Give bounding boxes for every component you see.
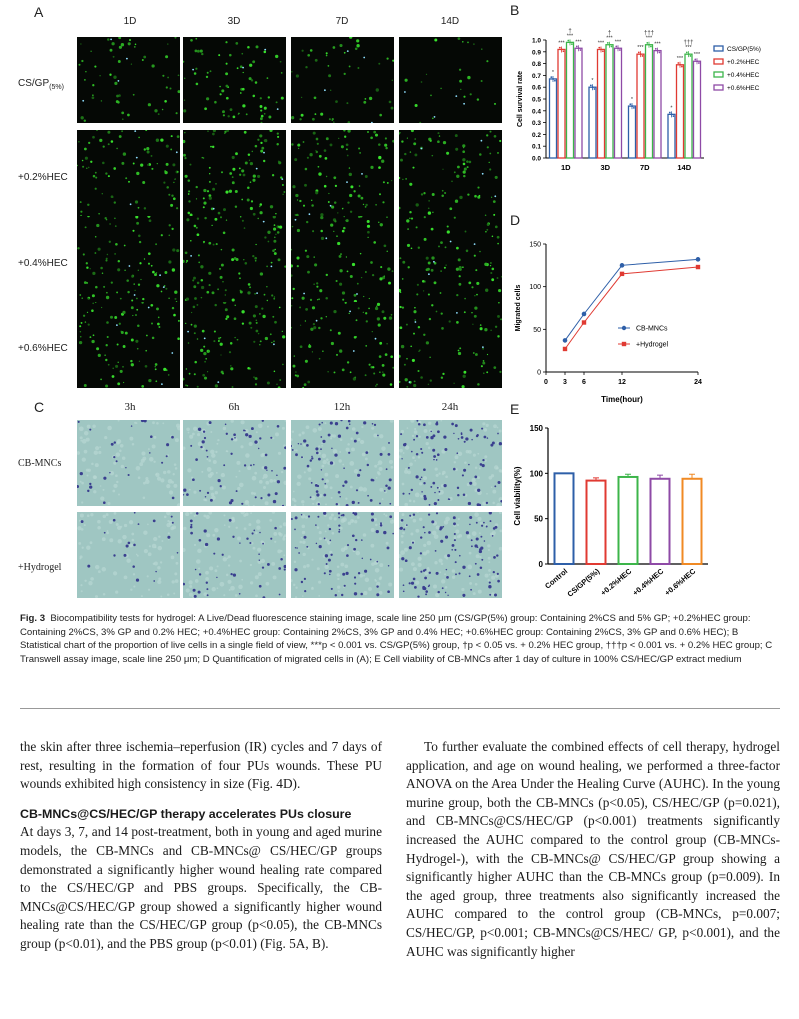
x-tick-label: +0.2%HEC bbox=[598, 566, 634, 598]
y-axis-label: Cell viability(%) bbox=[513, 466, 522, 526]
data-point bbox=[669, 112, 671, 114]
panel-a-row-3: +0.4%HEC bbox=[18, 258, 68, 269]
significance-label: *** bbox=[606, 35, 613, 42]
dagger-label: ††† bbox=[643, 30, 655, 37]
transwell-image bbox=[183, 420, 286, 506]
data-point bbox=[690, 55, 692, 57]
x-tick-label: 24 bbox=[694, 379, 702, 386]
data-point bbox=[552, 78, 554, 80]
data-point bbox=[600, 49, 602, 51]
y-axis-label: Cell survival rate bbox=[517, 70, 524, 128]
live-dead-image bbox=[399, 37, 502, 123]
bar bbox=[651, 479, 670, 564]
significance-label: *** bbox=[597, 40, 605, 47]
live-dead-image bbox=[399, 130, 502, 216]
legend-marker bbox=[622, 326, 626, 330]
y-tick-label: 1.0 bbox=[531, 37, 541, 45]
data-point bbox=[671, 113, 673, 115]
y-tick-label: 0.3 bbox=[531, 120, 541, 128]
significance-label: * bbox=[591, 78, 594, 85]
figure-number: Fig. 3 bbox=[20, 613, 46, 624]
bar bbox=[567, 42, 574, 158]
live-dead-image bbox=[183, 302, 286, 388]
y-tick-label: 0.7 bbox=[531, 72, 541, 80]
survival-rate-chart bbox=[508, 22, 793, 182]
bar bbox=[606, 45, 613, 158]
data-point bbox=[631, 105, 633, 107]
legend-label: +0.6%HEC bbox=[727, 85, 760, 92]
legend-swatch bbox=[714, 59, 723, 64]
panel-c-col-2: 6h bbox=[228, 401, 240, 413]
figure-caption bbox=[20, 612, 780, 666]
series-line bbox=[565, 267, 698, 349]
data-point bbox=[576, 46, 578, 48]
bar bbox=[668, 114, 675, 158]
significance-label: * bbox=[670, 105, 673, 112]
transwell-image bbox=[291, 512, 394, 598]
data-point bbox=[638, 51, 640, 53]
panel-b-letter: B bbox=[510, 2, 520, 18]
data-point bbox=[696, 60, 698, 62]
data-point bbox=[611, 46, 613, 48]
live-dead-image bbox=[399, 216, 502, 302]
legend-marker bbox=[622, 342, 626, 346]
dagger-label: † bbox=[568, 28, 572, 35]
data-point bbox=[673, 115, 675, 117]
transwell-image bbox=[183, 512, 286, 598]
y-tick-label: 0.5 bbox=[531, 96, 541, 104]
transwell-image bbox=[77, 512, 180, 598]
y-tick-label: 0 bbox=[537, 369, 541, 377]
dagger-label: † bbox=[607, 30, 612, 37]
data-point bbox=[679, 64, 681, 66]
transwell-image bbox=[77, 420, 180, 506]
panel-a-letter: A bbox=[34, 4, 44, 20]
dagger-label: ††† bbox=[683, 40, 694, 47]
y-tick-label: 0.8 bbox=[531, 61, 541, 69]
live-dead-image bbox=[77, 216, 180, 302]
panel-c-row-2: +Hydrogel bbox=[18, 562, 62, 573]
data-point bbox=[657, 50, 659, 52]
series-line bbox=[565, 259, 698, 340]
data-point bbox=[629, 103, 631, 105]
significance-label: *** bbox=[654, 41, 661, 48]
data-point bbox=[602, 50, 604, 52]
x-tick-label: 6 bbox=[582, 379, 586, 386]
body-paragraph: the skin after three ischemia–reperfusion (IR) cycles and 7 days of rest, resulting in the formation of four PUs wounds. These PU wounds exhibited high consistency in size (Fig. 4D). bbox=[20, 739, 382, 792]
data-point bbox=[609, 44, 611, 46]
body-left-column bbox=[20, 738, 382, 954]
panel-a-row-2: +0.2%HEC bbox=[18, 172, 68, 183]
legend-label: +0.4%HEC bbox=[727, 72, 760, 79]
panel-a-col-4: 14D bbox=[440, 16, 460, 27]
significance-label: *** bbox=[614, 39, 622, 46]
significance-label: * bbox=[630, 97, 634, 104]
y-tick-label: 0.6 bbox=[531, 84, 541, 92]
x-tick-label: 1D bbox=[560, 163, 571, 172]
data-point bbox=[650, 46, 652, 48]
y-tick-label: 0 bbox=[538, 560, 543, 569]
significance-label: *** bbox=[575, 39, 582, 46]
y-tick-label: 0.9 bbox=[531, 49, 541, 57]
panel-a-row-4: +0.6%HEC bbox=[18, 343, 68, 354]
legend-label: +Hydrogel bbox=[636, 341, 669, 349]
x-tick-label: 3 bbox=[563, 379, 567, 386]
panel-c-col-1: 3h bbox=[124, 401, 136, 413]
live-dead-image bbox=[291, 37, 394, 123]
y-tick-label: 0.0 bbox=[531, 155, 541, 163]
x-tick-label: 12 bbox=[618, 379, 626, 386]
data-point bbox=[578, 47, 580, 49]
x-tick-label: 0 bbox=[544, 379, 548, 386]
data-point bbox=[659, 52, 661, 54]
bar bbox=[575, 48, 582, 158]
data-point bbox=[607, 42, 609, 44]
data-point bbox=[598, 47, 600, 49]
bar bbox=[615, 48, 622, 158]
data-point bbox=[642, 55, 644, 57]
bar bbox=[629, 106, 636, 158]
data-point bbox=[580, 49, 582, 51]
transwell-image bbox=[399, 420, 502, 506]
data-point bbox=[590, 85, 592, 87]
data-point bbox=[561, 49, 563, 51]
data-point bbox=[646, 42, 648, 44]
panel-e-letter: E bbox=[510, 401, 520, 417]
panel-c-letter: C bbox=[34, 399, 45, 415]
data-point bbox=[571, 43, 573, 45]
data-point bbox=[620, 272, 624, 276]
significance-label: *** bbox=[693, 52, 701, 59]
body-right-column bbox=[406, 738, 780, 961]
data-point bbox=[563, 338, 568, 343]
significance-label: *** bbox=[685, 45, 692, 52]
panel-d-letter: D bbox=[510, 212, 521, 228]
bar bbox=[685, 54, 692, 158]
bar bbox=[598, 49, 605, 158]
bar bbox=[654, 51, 661, 158]
x-tick-label: +0.4%HEC bbox=[630, 566, 666, 598]
data-point bbox=[696, 257, 701, 262]
x-tick-label: CS/GP(5%) bbox=[565, 566, 602, 599]
data-point bbox=[696, 265, 700, 269]
panel-a-col-2: 3D bbox=[227, 16, 241, 27]
body-paragraph: At days 3, 7, and 14 post-treatment, both in young and aged murine models, the CB-MNCs and CB-MNCs@ CS/HEC/GP groups demonstrated a significantly higher wound healing rate compared to the CS/HEC/GP and PBS groups. Specifically, the CB-MNCs@CS/HEC/GP group showed a significantly higher wound healing rate than the CS/HEC/GP group (p<0.05), the CB-MNCs group (p<0.01), and the PBS group (p<0.01) (Fig. 5A, B). bbox=[20, 824, 382, 951]
caption-divider bbox=[20, 708, 780, 709]
significance-label: * bbox=[551, 69, 555, 76]
data-point bbox=[582, 320, 586, 324]
live-dead-image bbox=[77, 302, 180, 388]
y-axis-label: Migrated cells bbox=[515, 284, 522, 332]
x-tick-label: 3D bbox=[600, 163, 611, 172]
data-point bbox=[686, 51, 688, 53]
live-dead-image bbox=[183, 37, 286, 123]
legend-swatch bbox=[714, 72, 723, 77]
significance-label: *** bbox=[645, 35, 653, 42]
legend-swatch bbox=[714, 46, 723, 51]
figure-caption-text: Biocompatibility tests for hydrogel: A Live/Dead fluorescence staining image, scale line 250 μm (CS/GP(5%) group: Containing 2%CS and 5% GP; +0.2%HEC group: Containing 2%CS, 3% GP and 0.2% HEC; +0.4%HEC group: Containing 2%CS, 3% GP and 0.4% HEC; +0.6%HEC group: Containing 2%CS, 3% GP and 0.6% HEC); B Statistical chart of the proportion of live cells in a single field of view, ***p < 0.001 vs. CS/GP(5%) group, †p < 0.05 vs. + 0.2% HEC group, †††p < 0.001 vs. + 0.2% HEC group; C Transwell assay image, scale line 250 μm; D Quantification of migrated cells in (A); E Cell viability of CB-MNCs after 1 day of culture in 100% CS/HEC/GP extract medium bbox=[20, 613, 773, 665]
data-point bbox=[681, 66, 683, 68]
legend-label: +0.2%HEC bbox=[727, 59, 760, 66]
panel-a-col-1: 1D bbox=[123, 16, 137, 27]
legend-label: CS/GP(5%) bbox=[727, 46, 761, 53]
bar bbox=[619, 477, 638, 564]
live-dead-image bbox=[291, 302, 394, 388]
bar bbox=[694, 61, 701, 158]
data-point bbox=[694, 59, 696, 61]
y-tick-label: 150 bbox=[529, 241, 541, 249]
data-point bbox=[619, 49, 621, 51]
data-point bbox=[633, 107, 635, 109]
live-dead-image bbox=[183, 130, 286, 216]
panel-c-col-4: 24h bbox=[441, 401, 459, 413]
live-dead-image bbox=[291, 216, 394, 302]
data-point bbox=[648, 44, 650, 46]
y-tick-label: 50 bbox=[534, 514, 543, 524]
bar bbox=[550, 79, 557, 158]
panel-c-col-3: 12h bbox=[333, 401, 351, 413]
x-tick-label: Control bbox=[543, 566, 570, 591]
live-dead-image bbox=[77, 37, 180, 123]
data-point bbox=[582, 312, 587, 317]
data-point bbox=[563, 50, 565, 52]
y-tick-label: 100 bbox=[529, 469, 543, 479]
live-dead-image bbox=[183, 216, 286, 302]
data-point bbox=[640, 53, 642, 55]
data-point bbox=[677, 62, 679, 64]
bar bbox=[589, 87, 596, 158]
y-tick-label: 0.2 bbox=[531, 131, 541, 139]
data-point bbox=[688, 53, 690, 55]
data-point bbox=[620, 263, 625, 268]
significance-label: *** bbox=[558, 40, 565, 47]
x-axis-label: Time(hour) bbox=[601, 395, 643, 404]
y-tick-label: 100 bbox=[529, 284, 541, 292]
data-point bbox=[569, 41, 571, 43]
bar bbox=[683, 479, 702, 564]
bar bbox=[587, 481, 606, 564]
migrated-cells-chart bbox=[508, 232, 793, 412]
x-tick-label: +0.6%HEC bbox=[662, 566, 698, 598]
data-point bbox=[554, 80, 556, 82]
legend-label: CB-MNCs bbox=[636, 325, 668, 333]
y-tick-label: 150 bbox=[529, 424, 543, 433]
panel-a-row-1: $CS/GP_{(5\%)}$ bbox=[18, 78, 64, 91]
legend-swatch bbox=[714, 85, 723, 90]
x-tick-label: 14D bbox=[677, 163, 692, 172]
data-point bbox=[615, 46, 617, 48]
y-tick-label: 50 bbox=[533, 326, 541, 334]
data-point bbox=[563, 347, 567, 351]
cell-viability-chart bbox=[508, 418, 793, 608]
live-dead-image bbox=[77, 130, 180, 216]
data-point bbox=[594, 88, 596, 90]
transwell-image bbox=[399, 512, 502, 598]
significance-label: *** bbox=[676, 55, 684, 62]
significance-label: *** bbox=[637, 45, 644, 52]
data-point bbox=[655, 48, 657, 50]
bar bbox=[646, 45, 653, 158]
data-point bbox=[559, 47, 561, 49]
x-tick-label: 7D bbox=[639, 163, 650, 172]
y-tick-label: 0.1 bbox=[531, 143, 541, 151]
data-point bbox=[567, 40, 569, 42]
bar bbox=[637, 54, 644, 158]
body-paragraph: To further evaluate the combined effects of cell therapy, hydrogel application, and age on wound healing, we performed a three-factor ANOVA on the Area Under the Healing Curve (AUHC). In the young murine group, both the CB-MNCs (p<0.05), CS/HEC/GP (p=0.021), and CB-MNCs@CS/HEC/GP (p<0.001) treatments significantly increased the AUHC compared to the control group (CB-MNCs- Hydrogel-), with the CB-MNCs@ CS/HEC/GP group showing a significantly higher AUHC than the CB-MNCs group (p=0.009). In the aged group, three treatments also significantly increased the AUHC compared to the control group (CB-MNCs, p=0.007; CS/HEC/GP, p<0.001; CB-MNCs@CS/HEC/ GP, p<0.001), and the AUHC was significantly higher bbox=[406, 739, 780, 959]
data-point bbox=[550, 76, 552, 78]
live-dead-image bbox=[399, 302, 502, 388]
data-point bbox=[592, 86, 594, 88]
live-dead-image bbox=[291, 130, 394, 216]
section-heading: CB-MNCs@CS/HEC/GP therapy accelerates PUs closure bbox=[20, 806, 352, 821]
data-point bbox=[617, 47, 619, 49]
transwell-image bbox=[291, 420, 394, 506]
data-point bbox=[698, 62, 700, 64]
panel-a-col-3: 7D bbox=[335, 16, 349, 27]
bar bbox=[555, 473, 574, 564]
significance-label: *** bbox=[566, 33, 574, 40]
y-tick-label: 0.4 bbox=[531, 108, 541, 116]
bar bbox=[677, 65, 684, 158]
bar bbox=[558, 49, 565, 158]
panel-c-row-1: CB-MNCs bbox=[18, 458, 62, 469]
